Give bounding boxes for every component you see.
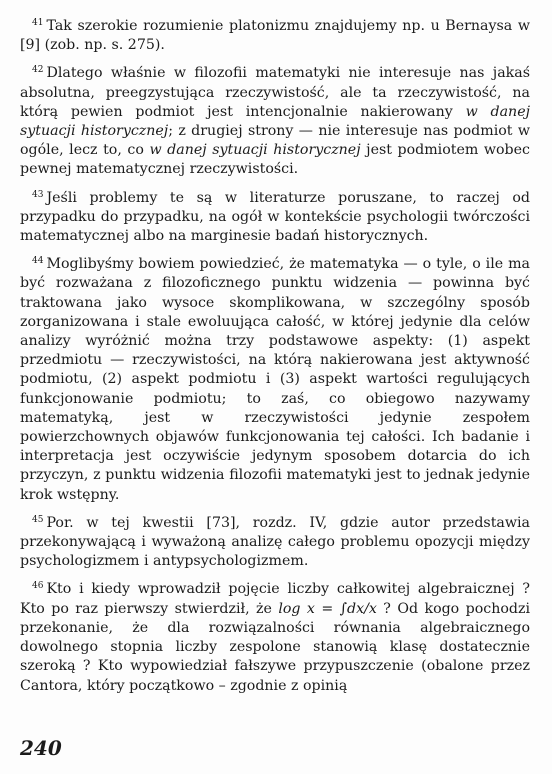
- footnote-emphasis: w danej sytuacji historycznej: [20, 103, 530, 140]
- footnote-number: 42: [32, 65, 44, 76]
- footnote-text: Dlatego właśnie w filozofii matematyki nie interesuje nas jakaś absolutna, preegzystująca rzeczywistość, ale ta rzeczywistość, na którą pewien podmiot jest intencjonalnie nakierowany: [20, 65, 530, 120]
- footnote-43: [20, 186, 530, 247]
- footnote-text: Tak szerokie rozumienie platonizmu znajdujemy np. u Bernaysa w [9] (zob. np. s. 275).: [20, 18, 530, 54]
- footnote-number: 45: [32, 514, 44, 525]
- footnote-number: 46: [32, 581, 44, 592]
- footnote-42: [20, 61, 530, 179]
- footnote-44: [20, 252, 530, 505]
- footnote-text: Por. w tej kwestii [73], rozdz. IV, gdzie autor przedstawia przekonywającą i wyważoną analizę całego problemu opozycji między psychologizmem i antypsychologizmem.: [20, 514, 530, 570]
- footnote-number: 44: [32, 256, 44, 267]
- footnote-41: [20, 14, 530, 55]
- footnote-text: ? Od kogo pochodzi przekonanie, że dla rozwiązalności równania algebraicznego dowolnego stopnia liczby zespolone stanowią klasę dostatecznie szeroką ? Kto wypowiedział fałszywe przypuszczenie (obalone przez Cantora, który początkowo – zgodnie z opinią: [20, 600, 530, 694]
- footnote-emphasis: w danej sytuacji historycznej: [149, 142, 361, 159]
- footnote-45: [20, 511, 530, 572]
- page-number: 240: [20, 736, 62, 760]
- footnote-46: [20, 577, 530, 695]
- footnote-text: jest podmiotem wobec pewnej matematycznej rzeczywistości.: [20, 142, 530, 178]
- footnote-number: 43: [32, 189, 44, 200]
- formula: log x = ∫dx/x: [278, 600, 377, 617]
- footnote-number: 41: [32, 18, 44, 28]
- footnote-text: Jeśli problemy te są w literaturze poruszane, to raczej od przypadku do przypadku, na ogół w kontekście psychologii twórczości matematycznej albo na marginesie badań historycznych.: [20, 189, 530, 245]
- footnotes: [20, 14, 530, 702]
- footnote-text: Kto i kiedy wprowadził pojęcie liczby całkowitej algebraicznej ? Kto po raz pierwszy stwierdził, że: [20, 581, 530, 617]
- footnote-text: ; z drugiej strony — nie interesuje nas podmiot w ogóle, lecz to, co: [20, 123, 530, 159]
- footnote-text: Moglibyśmy bowiem powiedzieć, że matematyka — o tyle, o ile ma być rozważana z filozoficznego punktu widzenia — powinna być traktowana jako wysoce skomplikowana, w szczególny sposób zorganizowana i stale ewoluująca całość, w której jedynie dla celów analizy wyróżnić można trzy podstawowe aspekty: (1) aspekt przedmiotu — rzeczywistości, na którą nakierowana jest aktywność podmiotu, (2) aspekt podmiotu i (3) aspekt wartości regulujących funkcjonowanie podmiotu; to zaś, co obiegowo nazywamy matematyką, jest w rzeczywistości jedynie zespołem powierzchownych objawów funkcjonowania tej całości. Ich badanie i interpretacja jest oczywiście jedynym sposobem dotarcia do ich przyczyn, z punktu widzenia filozofii matematyki jest to jednak jedynie krok wstępny.: [20, 256, 530, 503]
